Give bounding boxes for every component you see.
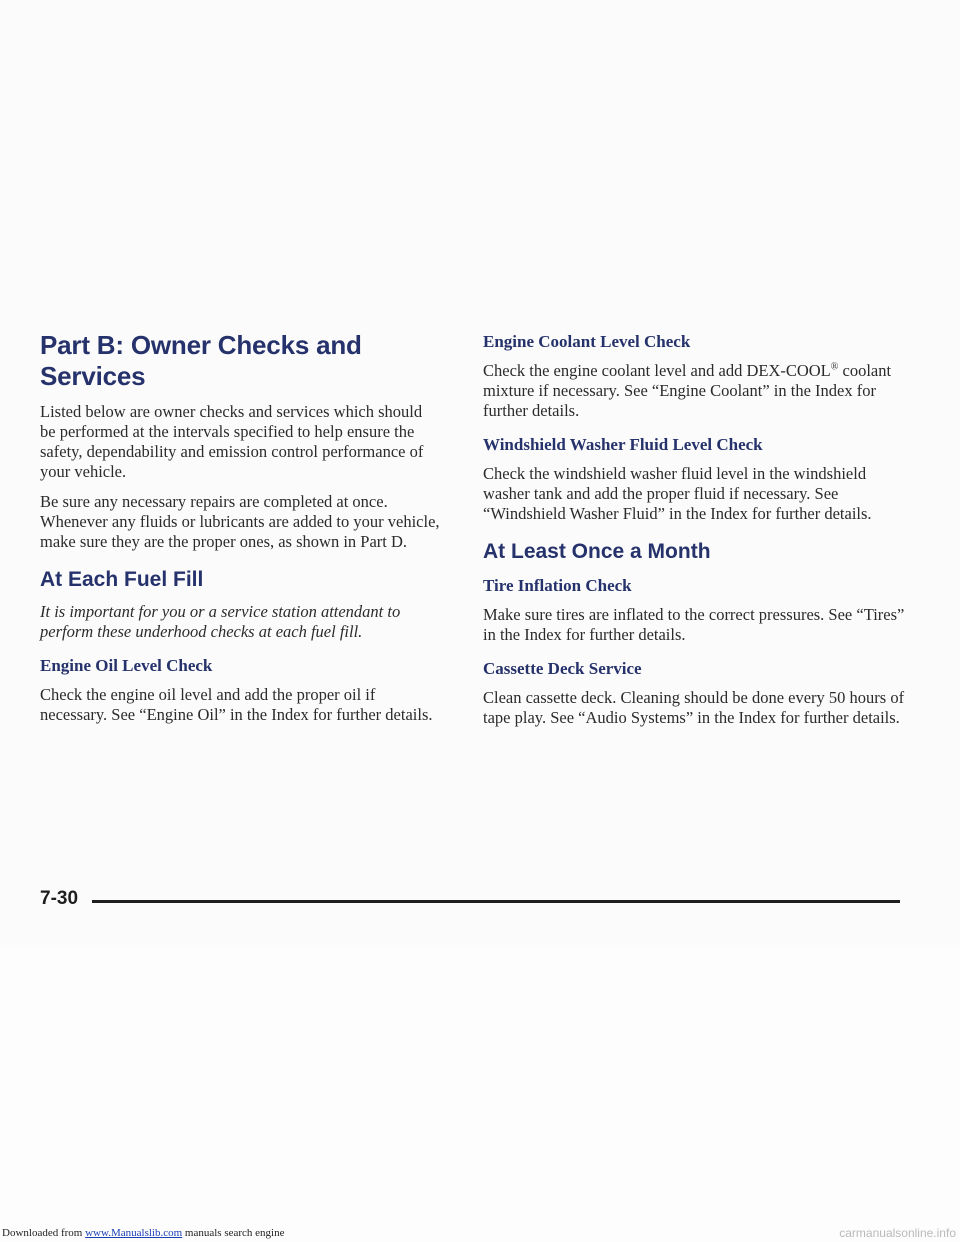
watermark: carmanualsonline.info: [839, 1226, 956, 1240]
page-footer: [40, 888, 900, 918]
washer-text: Check the windshield washer fluid level in the windshield washer tank and add the proper fluid if necessary. See “Windshield Washer Fluid” in the Index for further details.: [483, 464, 872, 523]
washer-title: Windshield Washer Fluid Level Check: [483, 435, 763, 454]
page-number: 7-30: [40, 888, 79, 909]
engine-oil-text: Check the engine oil level and add the proper oil if necessary. See “Engine Oil” in the Index for further details.: [40, 685, 433, 724]
section-title-monthly: At Least Once a Month: [483, 540, 711, 563]
engine-oil-title: Engine Oil Level Check: [40, 656, 213, 675]
part-title: Part B: Owner Checks and Services: [40, 330, 362, 391]
coolant-text: [483, 361, 913, 421]
coolant-title: Engine Coolant Level Check: [483, 332, 691, 351]
section-title-fuel-fill: At Each Fuel Fill: [40, 568, 204, 591]
registered-mark: ®: [830, 361, 839, 373]
cassette-title: Cassette Deck Service: [483, 659, 642, 678]
intro-paragraph: Listed below are owner checks and services which should be performed at the intervals specified to help ensure the safety, dependability and emission control performance of your vehicle.: [40, 402, 424, 481]
download-prefix: Downloaded from: [2, 1227, 86, 1239]
right-column: [483, 330, 913, 738]
coolant-text-end: coolant mixture if necessary. See “Engine Coolant” in the Index for further details.: [483, 361, 892, 420]
left-column: [40, 330, 440, 735]
download-suffix: manuals search engine: [182, 1227, 285, 1239]
cassette-text: Clean cassette deck. Cleaning should be done every 50 hours of tape play. See “Audio Systems” in the Index for further details.: [483, 688, 905, 727]
tire-title: Tire Inflation Check: [483, 576, 632, 595]
footer-rule: [92, 900, 900, 903]
download-source: [2, 1227, 284, 1239]
manualslib-link[interactable]: www.Manualslib.com: [85, 1227, 183, 1239]
download-bar: [0, 1226, 960, 1242]
tire-text: Make sure tires are inflated to the correct pressures. See “Tires” in the Index for further details.: [483, 605, 905, 644]
intro-paragraph: Be sure any necessary repairs are completed at once. Whenever any fluids or lubricants are added to your vehicle, make sure they are the proper ones, as shown in Part D.: [40, 492, 440, 551]
fuel-fill-intro: It is important for you or a service station attendant to perform these underhood checks at each fuel fill.: [40, 602, 401, 641]
coolant-text-start: Check the engine coolant level and add DEX-COOL: [483, 361, 831, 380]
